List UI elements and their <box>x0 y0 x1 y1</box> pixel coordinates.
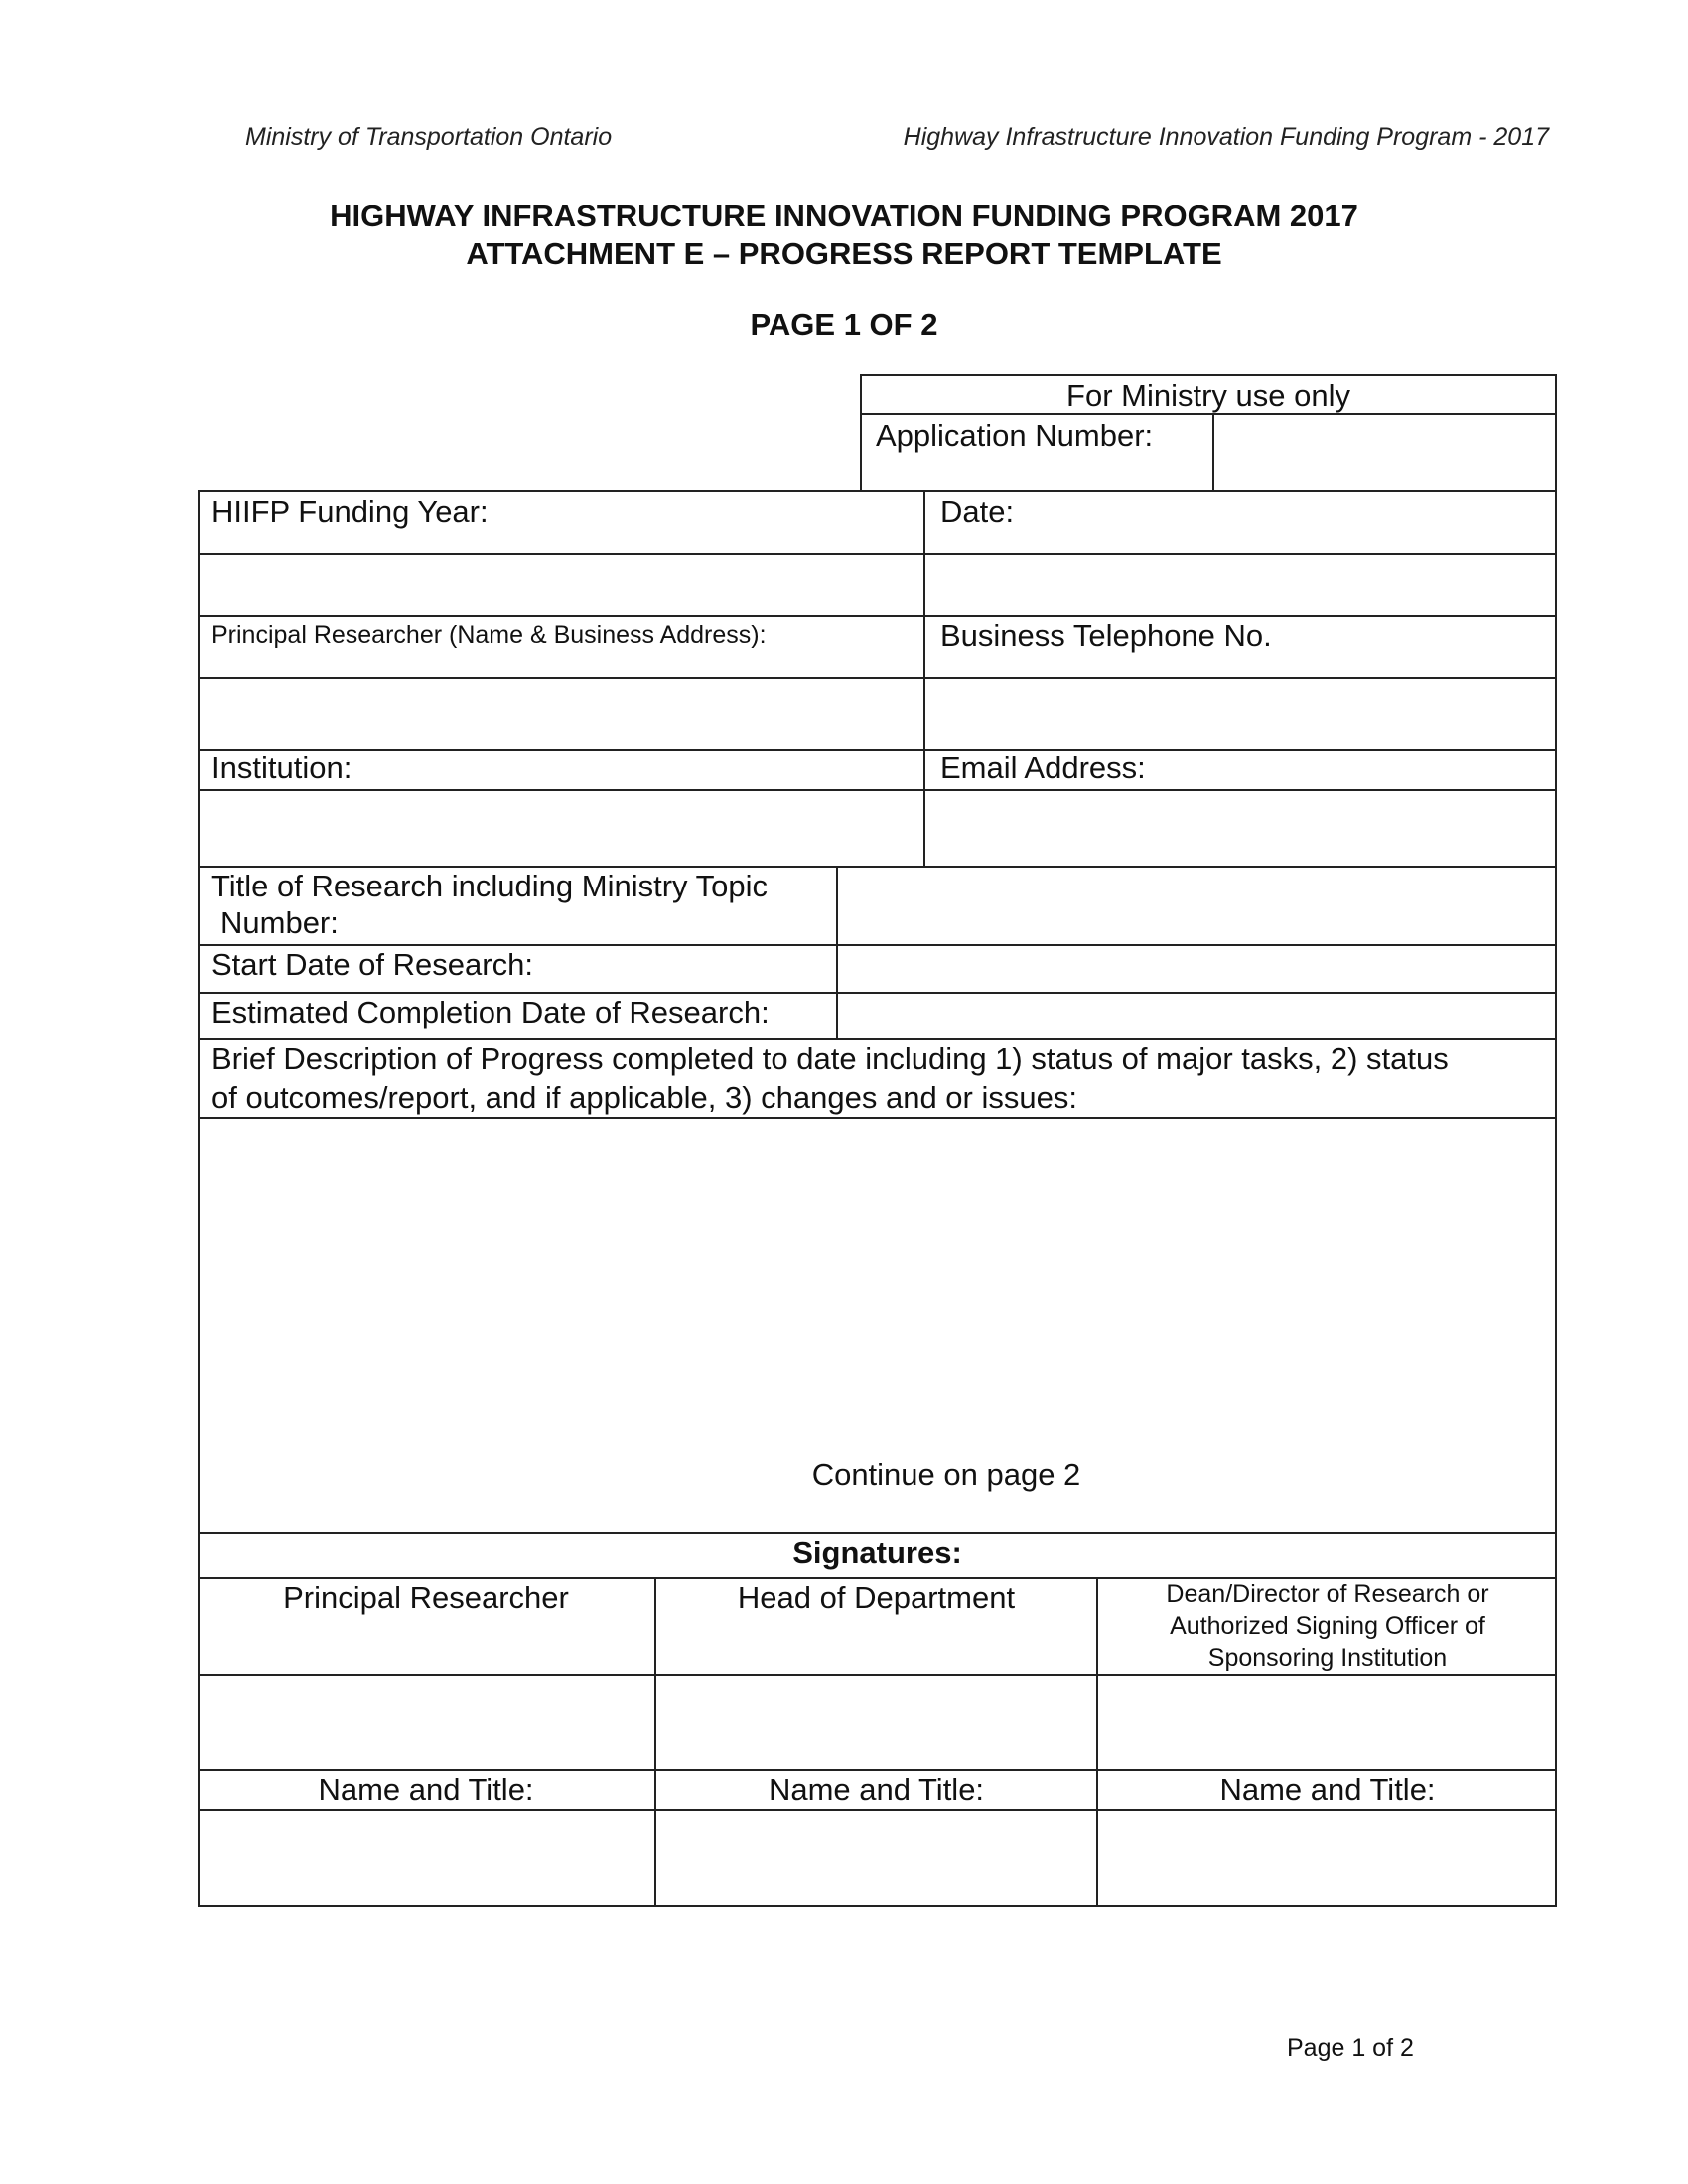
header-ministry: Ministry of Transportation Ontario <box>245 123 613 151</box>
document-subtitle: ATTACHMENT E – PROGRESS REPORT TEMPLATE <box>466 236 1222 271</box>
funding-year-label: HIIFP Funding Year: <box>211 494 489 529</box>
signature-col-dean-line2: Authorized Signing Officer of <box>1170 1612 1485 1640</box>
divider <box>198 749 1557 751</box>
completion-date-label: Estimated Completion Date of Research: <box>211 995 770 1029</box>
signature-col-dean-line3: Sponsoring Institution <box>1207 1644 1448 1672</box>
business-telephone-label: Business Telephone No. <box>940 618 1272 653</box>
document-title: HIGHWAY INFRASTRUCTURE INNOVATION FUNDING PROGRAM 2017 <box>330 199 1358 233</box>
research-title-label: Title of Research including Ministry Topic <box>211 869 768 903</box>
ministry-use-heading: For Ministry use only <box>1066 378 1350 413</box>
signature-col-dean-line1: Dean/Director of Research or <box>1166 1580 1489 1608</box>
funding-year-field[interactable] <box>200 555 921 614</box>
email-field[interactable] <box>927 791 1555 865</box>
research-title-field[interactable] <box>840 868 1555 943</box>
progress-description-label: Brief Description of Progress completed to date including 1) status of major tasks, 2) status <box>211 1041 1449 1076</box>
header-program: Highway Infrastructure Innovation Funding Program - 2017 <box>903 123 1549 151</box>
principal-researcher-label: Principal Researcher (Name & Business Address): <box>211 621 767 649</box>
principal-researcher-field[interactable] <box>200 679 921 748</box>
head-of-department-name-title-field[interactable] <box>658 1811 1095 1905</box>
divider <box>198 615 1557 617</box>
continue-note: Continue on page 2 <box>811 1457 1081 1492</box>
application-number-label: Application Number: <box>876 418 1154 453</box>
dean-name-title-field[interactable] <box>1100 1811 1555 1905</box>
start-date-field[interactable] <box>840 946 1555 991</box>
head-of-department-signature-field[interactable] <box>658 1676 1095 1768</box>
signatures-heading: Signatures: <box>792 1535 962 1570</box>
signature-col-principal-researcher: Principal Researcher <box>283 1580 569 1615</box>
divider <box>654 1577 656 1907</box>
page-indicator-heading: PAGE 1 OF 2 <box>750 307 938 341</box>
principal-researcher-signature-field[interactable] <box>200 1676 653 1768</box>
institution-label: Institution: <box>211 751 352 785</box>
date-field[interactable] <box>927 555 1555 614</box>
name-title-label-3: Name and Title: <box>1219 1772 1436 1807</box>
institution-field[interactable] <box>200 791 921 865</box>
divider <box>923 490 925 867</box>
email-label: Email Address: <box>940 751 1146 785</box>
research-title-label-cont: Number: <box>220 905 339 940</box>
date-label: Date: <box>940 494 1015 529</box>
signature-col-head-of-department: Head of Department <box>737 1580 1016 1615</box>
application-number-field[interactable] <box>1216 417 1554 490</box>
divider <box>1212 413 1214 492</box>
progress-description-label-cont: of outcomes/report, and if applicable, 3) changes and or issues: <box>211 1080 1077 1115</box>
dean-signature-field[interactable] <box>1100 1676 1555 1768</box>
name-title-label-1: Name and Title: <box>318 1772 534 1807</box>
page-footer: Page 1 of 2 <box>1287 2034 1414 2062</box>
completion-date-field[interactable] <box>840 994 1555 1037</box>
divider <box>836 866 838 1039</box>
principal-researcher-name-title-field[interactable] <box>200 1811 653 1905</box>
business-telephone-field[interactable] <box>927 679 1555 748</box>
start-date-label: Start Date of Research: <box>211 947 533 982</box>
name-title-label-2: Name and Title: <box>768 1772 985 1807</box>
